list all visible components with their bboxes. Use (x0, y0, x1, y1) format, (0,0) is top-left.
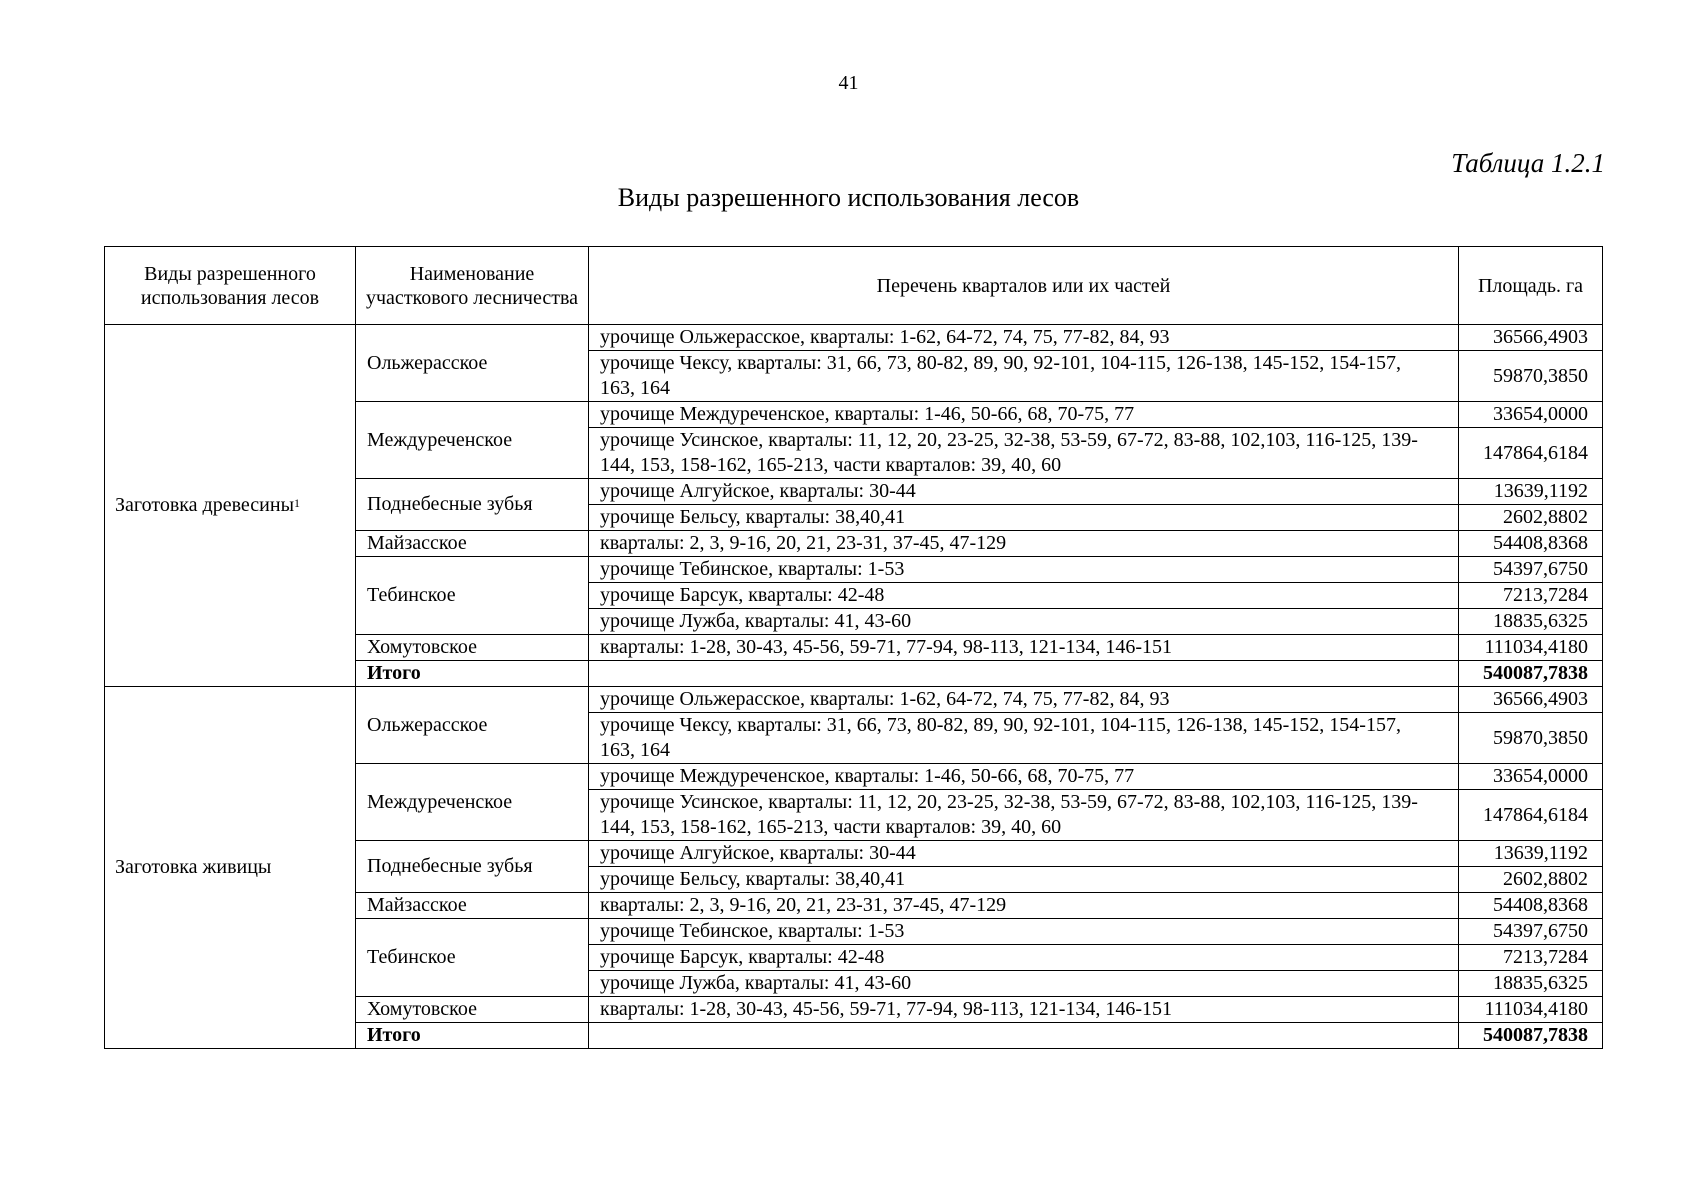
use-kind-label: Заготовка живицы (115, 856, 272, 878)
forestry-cell: Тебинское (356, 919, 589, 997)
area-cell: 18835,6325 (1459, 971, 1603, 997)
quarters-cell: урочище Усинское, кварталы: 11, 12, 20, 23-25, 32-38, 53-59, 67-72, 83-88, 102,103, 116-125, 139-144, 153, 158-162, 165-213, части кварталов: 39, 40, 60 (589, 790, 1459, 841)
forestry-cell: Поднебесные зубья (356, 841, 589, 893)
quarters-cell: кварталы: 2, 3, 9-16, 20, 21, 23-31, 37-45, 47-129 (589, 531, 1459, 557)
forestry-cell: Ольжерасское (356, 687, 589, 764)
forestry-cell: Междуреченское (356, 402, 589, 479)
total-area-cell: 540087,7838 (1459, 1023, 1603, 1049)
forestry-cell: Поднебесные зубья (356, 479, 589, 531)
quarters-cell: урочище Тебинское, кварталы: 1-53 (589, 557, 1459, 583)
forest-use-table (104, 246, 1603, 1049)
total-label-cell: Итого (356, 1023, 589, 1049)
area-cell: 18835,6325 (1459, 609, 1603, 635)
area-cell: 111034,4180 (1459, 997, 1603, 1023)
footnote-mark: 1 (294, 496, 301, 510)
quarters-cell: урочище Алгуйское, кварталы: 30-44 (589, 841, 1459, 867)
quarters-cell: урочище Лужба, кварталы: 41, 43-60 (589, 971, 1459, 997)
table-body (105, 325, 1603, 1049)
table-label: Таблица 1.2.1 (1451, 148, 1605, 178)
quarters-cell: урочище Тебинское, кварталы: 1-53 (589, 919, 1459, 945)
area-cell: 33654,0000 (1459, 764, 1603, 790)
header-kind: Виды разрешенного использования лесов (105, 247, 356, 325)
area-cell: 2602,8802 (1459, 505, 1603, 531)
area-cell: 54408,8368 (1459, 531, 1603, 557)
quarters-cell: урочище Ольжерасское, кварталы: 1-62, 64-72, 74, 75, 77-82, 84, 93 (589, 687, 1459, 713)
quarters-cell: урочище Междуреченское, кварталы: 1-46, 50-66, 68, 70-75, 77 (589, 402, 1459, 428)
quarters-cell: урочище Бельсу, кварталы: 38,40,41 (589, 505, 1459, 531)
area-cell: 54408,8368 (1459, 893, 1603, 919)
quarters-cell: урочище Барсук, кварталы: 42-48 (589, 945, 1459, 971)
forestry-cell: Хомутовское (356, 635, 589, 661)
area-cell: 13639,1192 (1459, 479, 1603, 505)
total-empty-cell (589, 661, 1459, 687)
use-kind-label: Заготовка древесины (115, 494, 295, 516)
area-cell: 33654,0000 (1459, 402, 1603, 428)
area-cell: 36566,4903 (1459, 687, 1603, 713)
table-header-row (105, 247, 1603, 325)
header-quarters: Перечень кварталов или их частей (589, 247, 1459, 325)
page-number: 41 (838, 72, 859, 94)
area-cell: 7213,7284 (1459, 945, 1603, 971)
forestry-cell: Тебинское (356, 557, 589, 635)
header-area: Площадь. га (1459, 247, 1603, 325)
quarters-cell: урочище Ольжерасское, кварталы: 1-62, 64-72, 74, 75, 77-82, 84, 93 (589, 325, 1459, 351)
quarters-cell: урочище Междуреченское, кварталы: 1-46, 50-66, 68, 70-75, 77 (589, 764, 1459, 790)
area-cell: 59870,3850 (1459, 351, 1603, 402)
quarters-cell: урочище Усинское, кварталы: 11, 12, 20, 23-25, 32-38, 53-59, 67-72, 83-88, 102,103, 116-125, 139-144, 153, 158-162, 165-213, части кварталов: 39, 40, 60 (589, 428, 1459, 479)
quarters-cell: кварталы: 1-28, 30-43, 45-56, 59-71, 77-94, 98-113, 121-134, 146-151 (589, 635, 1459, 661)
quarters-cell: урочище Алгуйское, кварталы: 30-44 (589, 479, 1459, 505)
area-cell: 147864,6184 (1459, 790, 1603, 841)
area-cell: 59870,3850 (1459, 713, 1603, 764)
forestry-cell: Майзасское (356, 531, 589, 557)
area-cell: 2602,8802 (1459, 867, 1603, 893)
area-cell: 54397,6750 (1459, 557, 1603, 583)
total-empty-cell (589, 1023, 1459, 1049)
quarters-cell: урочище Барсук, кварталы: 42-48 (589, 583, 1459, 609)
quarters-cell: кварталы: 2, 3, 9-16, 20, 21, 23-31, 37-45, 47-129 (589, 893, 1459, 919)
table-title: Виды разрешенного использования лесов (617, 183, 1080, 212)
area-cell: 54397,6750 (1459, 919, 1603, 945)
forestry-cell: Майзасское (356, 893, 589, 919)
forestry-cell: Ольжерасское (356, 325, 589, 402)
forestry-cell: Междуреченское (356, 764, 589, 841)
area-cell: 36566,4903 (1459, 325, 1603, 351)
area-cell: 7213,7284 (1459, 583, 1603, 609)
quarters-cell: урочище Чексу, кварталы: 31, 66, 73, 80-82, 89, 90, 92-101, 104-115, 126-138, 145-152, 154-157, 163, 164 (589, 713, 1459, 764)
use-kind-cell (105, 687, 356, 1049)
area-cell: 13639,1192 (1459, 841, 1603, 867)
total-label-cell: Итого (356, 661, 589, 687)
area-cell: 111034,4180 (1459, 635, 1603, 661)
quarters-cell: урочище Чексу, кварталы: 31, 66, 73, 80-82, 89, 90, 92-101, 104-115, 126-138, 145-152, 154-157, 163, 164 (589, 351, 1459, 402)
table-row (105, 325, 1603, 351)
total-area-cell: 540087,7838 (1459, 661, 1603, 687)
use-kind-cell (105, 325, 356, 687)
header-forestry: Наименование участкового лесничества (356, 247, 589, 325)
quarters-cell: урочище Лужба, кварталы: 41, 43-60 (589, 609, 1459, 635)
table-row (105, 687, 1603, 713)
area-cell: 147864,6184 (1459, 428, 1603, 479)
forestry-cell: Хомутовское (356, 997, 589, 1023)
quarters-cell: урочище Бельсу, кварталы: 38,40,41 (589, 867, 1459, 893)
quarters-cell: кварталы: 1-28, 30-43, 45-56, 59-71, 77-94, 98-113, 121-134, 146-151 (589, 997, 1459, 1023)
